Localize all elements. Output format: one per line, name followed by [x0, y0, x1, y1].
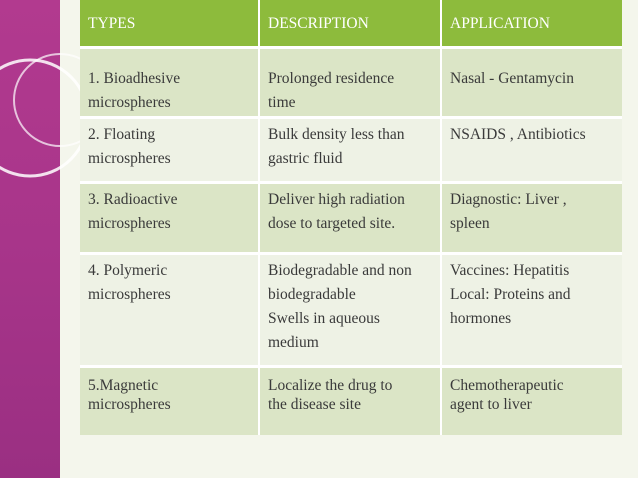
- table-header-row: [80, 0, 622, 49]
- cell-application: NSAIDS , Antibiotics: [440, 119, 622, 181]
- table-row: [80, 119, 622, 184]
- cell-type: 4. Polymeric microspheres: [88, 262, 171, 303]
- cell-type: 1. Bioadhesive microspheres: [88, 70, 181, 111]
- cell-type: 2. Floating microspheres: [88, 126, 171, 167]
- header-application: APPLICATION: [440, 0, 622, 46]
- header-types: TYPES: [88, 15, 136, 32]
- cell-application: Nasal - Gentamycin: [440, 49, 622, 116]
- cell-description: Bulk density less than gastric fluid: [258, 119, 440, 181]
- cell-description: Deliver high radiation dose to targeted site.: [258, 184, 440, 252]
- table-row: [80, 368, 622, 435]
- cell-type: 3. Radioactive microspheres: [88, 191, 178, 232]
- table-row: [80, 184, 622, 255]
- cell-type: 5.Magnetic microspheres: [88, 377, 171, 413]
- cell-description: Prolonged residence time: [258, 49, 440, 116]
- cell-application: Chemotherapeutic agent to liver: [440, 368, 622, 435]
- cell-description: Localize the drug to the disease site: [258, 368, 440, 435]
- cell-description: Biodegradable and non biodegradable Swells in aqueous medium: [258, 255, 440, 365]
- cell-application: Vaccines: Hepatitis Local: Proteins and hormones: [440, 255, 622, 365]
- table-row: [80, 255, 622, 368]
- table-row: [80, 49, 622, 119]
- header-description: DESCRIPTION: [258, 0, 440, 46]
- cell-application: Diagnostic: Liver , spleen: [440, 184, 622, 252]
- microspheres-table: [80, 0, 622, 435]
